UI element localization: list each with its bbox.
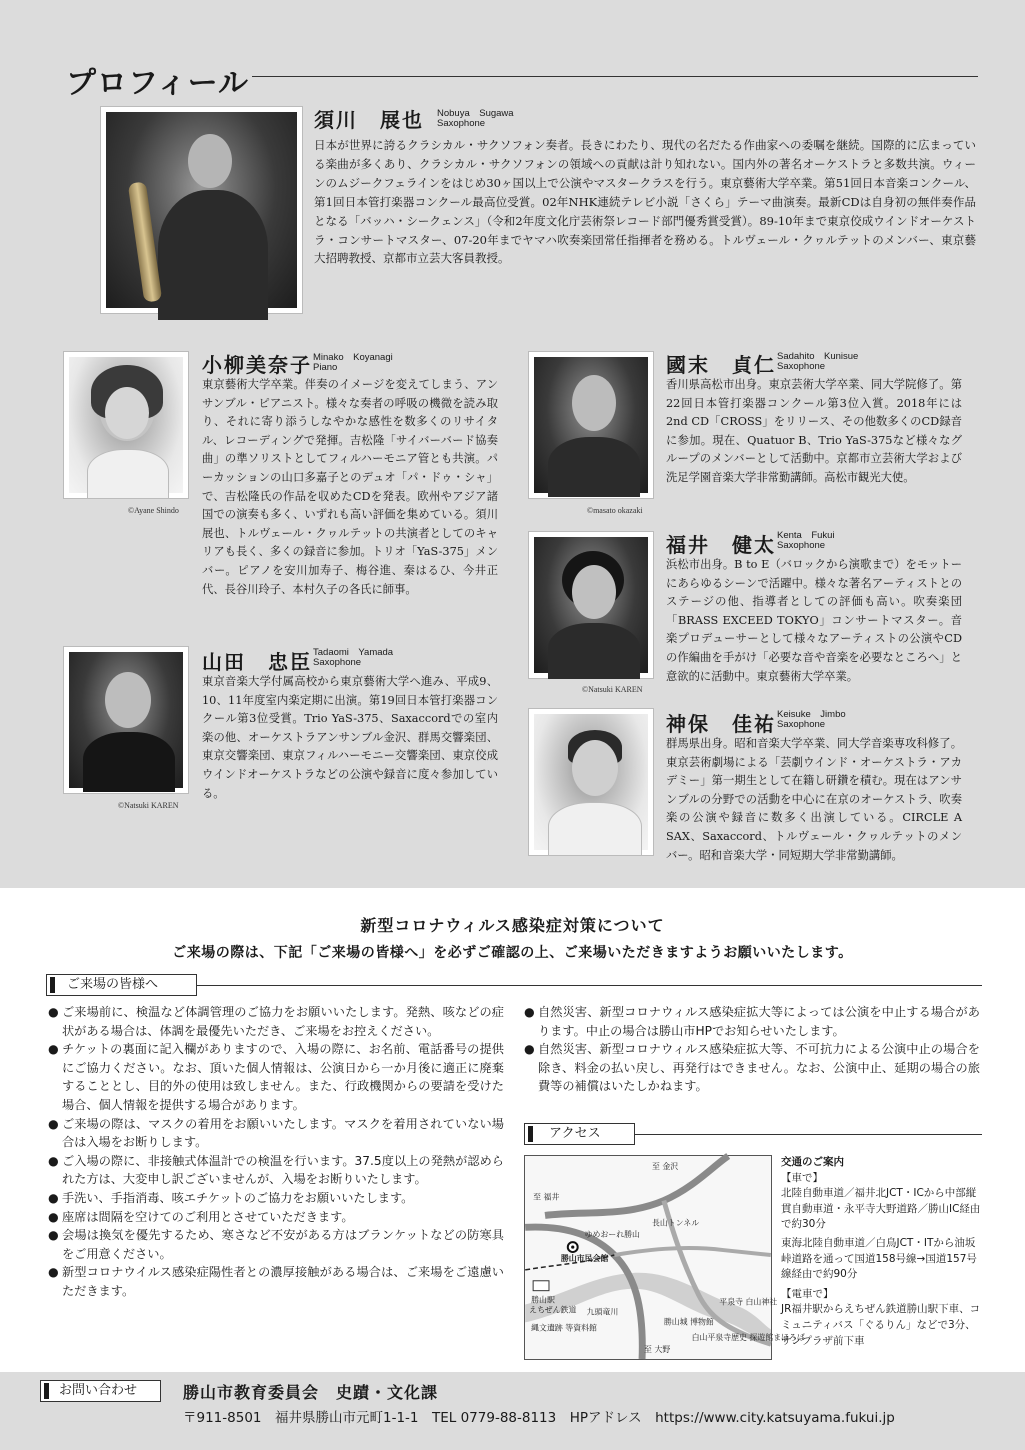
- notice-title: 新型コロナウィルス感染症対策について: [360, 916, 665, 935]
- access-label: [524, 1123, 635, 1145]
- photo-credit: ©masato okazaki: [587, 506, 643, 515]
- performer-romaji: [313, 353, 393, 373]
- item-text: チケットの裏面に記入欄がありますので、入場の際に、お名前、電話番号の提供にご協力ください。なお、頂いた個人情報は、公演日から一か月後に適正に廃棄することとし、目的外の使用は致しません。また、行政機関からの要請を受けた場合、個人情報を提供する場合があります。: [62, 1042, 504, 1112]
- bullet-icon: ●: [48, 1190, 59, 1205]
- heading-rule: [252, 76, 978, 77]
- notice-list-left: [48, 1003, 504, 1301]
- train-heading: 【電車で】: [781, 1287, 834, 1300]
- map-label: 長山トンネル: [651, 1218, 700, 1228]
- performer-romaji: [777, 352, 858, 372]
- performer-bio: 東京音楽大学付属高校から東京藝術大学へ進み、平成9、10、11年度室内楽定期に出演。第19回日本管打楽器コンクール第3位受賞。Trio YaS-375、Saxaccordでの室内楽の他、オーケストラアンサンブル金沢、群馬交響楽団、東京交響楽団、東京フィルハーモニー交響楽団、東京佼成ウインドオーケストラなどの公演や録音に度々参加している。: [202, 675, 498, 800]
- label-bar: [528, 1126, 533, 1142]
- list-item: [48, 1208, 504, 1227]
- list-item: [48, 1152, 504, 1189]
- contact-address: 〒911-8501 福井県勝山市元町1-1-1 TEL 0779-88-8113 HPアドレス https://www.city.katsuyama.fukui.jp: [183, 1410, 895, 1426]
- kunisue-photo: [528, 351, 654, 499]
- visitors-label: [46, 974, 197, 996]
- bullet-icon: ●: [48, 1265, 59, 1280]
- profile-heading: プロフィール: [66, 66, 249, 101]
- romaji-text: Kenta Fukui: [777, 530, 835, 541]
- car-heading: 【車で】: [781, 1171, 823, 1184]
- performer-name: 國末 貞仁: [666, 353, 776, 377]
- item-text: ご入場の際に、非接触式体温計での検温を行います。37.5度以上の発熱が認められた方は、大変申し訳ございませんが、入場をお断りいたします。: [62, 1153, 504, 1187]
- map-label: ゆめおーれ勝山: [584, 1230, 640, 1240]
- koyanagi-photo: [63, 351, 189, 499]
- map-label: 勝山駅: [531, 1295, 555, 1305]
- item-text: ご来場前に、検温など体調管理のご協力をお願いいたします。発熱、咳などの症状がある場合は、体調を最優先いただき、ご来場をお控えください。: [62, 1005, 504, 1038]
- instrument-text: Saxophone: [777, 540, 826, 551]
- fukui-photo: [528, 531, 654, 679]
- organization-name: 勝山市教育委員会 史蹟・文化課: [183, 1383, 439, 1402]
- train-route: JR福井駅からえちぜん鉄道勝山駅下車、コミュニティバス「ぐるりん」などで3分、サンプラザ前下車: [781, 1303, 981, 1347]
- list-item: [524, 1040, 980, 1096]
- map-label: 勝山市民会館: [560, 1253, 609, 1263]
- map-label: 至 大野: [644, 1345, 671, 1355]
- map-label: 至 福井: [533, 1192, 560, 1202]
- romaji-text: Minako Koyanagi: [313, 352, 393, 363]
- notice-subtitle: ご来場の際は、下記「ご来場の皆様へ」を必ずご確認の上、ご来場いただきますようお願いいたします。: [172, 945, 853, 961]
- item-text: ご来場の際は、マスクの着用をお願いいたします。マスクを着用されていない場合は入場をお断りします。: [62, 1116, 504, 1150]
- instrument-text: Saxophone: [777, 719, 826, 730]
- instrument-text: Saxophone: [777, 361, 826, 372]
- performer-name: 須川 展也: [314, 108, 424, 132]
- list-item: [524, 1003, 980, 1040]
- performer-bio: 群馬県出身。昭和音楽大学卒業、同大学音楽専攻科修了。東京芸術劇場による「芸劇ウインド・オーケストラ・アカデミー」第一期生として在籍し研鑽を積む。現在はアンサンブルの分野での活動を中心に在京のオーケストラ、吹奏楽の公演や録音に数多く出演している。CIRCLE A SAX、Saxaccord、トルヴェール・クヮルテットのメンバー。昭和音楽大学・同短期大学非常勤講師。: [666, 737, 962, 862]
- bullet-icon: ●: [48, 1209, 59, 1224]
- bullet-icon: ●: [48, 1228, 59, 1243]
- bullet-icon: ●: [48, 1153, 59, 1168]
- photo-credit: ©Ayane Shindo: [128, 506, 179, 515]
- car-route-1: 北陸自動車道／福井北JCT・ICから中部縦貫自動車道・永平寺大野道路／勝山IC経由で約30分: [781, 1187, 981, 1231]
- list-item: [48, 1040, 504, 1114]
- item-text: 新型コロナウイルス感染症陽性者との濃厚接触がある場合は、ご来場をご遠慮いただきます。: [62, 1265, 504, 1298]
- contact-label-text: お問い合わせ: [59, 1383, 138, 1398]
- bullet-icon: ●: [524, 1042, 535, 1057]
- performer-bio: 浜松市出身。B to E（バロックから演歌まで）をモットーにあらゆるシーンで活躍中。様々な著名アーティストとのステージの他、指導者としての評価も高い。吹奏楽団「BRASS EXCEED TOKYO」コンサートマスター。音楽プロデューサーとして様々なアーティストの公演やCDの作編曲を手がけ「必要な音や音楽を必要なところへ」と意欲的に活動中。東京藝術大学卒業。: [666, 558, 962, 683]
- performer-bio: 香川県高松市出身。東京芸術大学卒業、同大学院修了。第22回日本管打楽器コンクール第3位入賞。2018年には2nd CD「CROSS」をリリース、その他数多くのCD録音に参加。現在、Quatuor B、Trio YaS-375など様々なグループのメンバーとして活動中。京都市立芸術大学および洗足学園音楽大学非常勤講師。高松市観光大使。: [666, 378, 962, 484]
- bullet-icon: ●: [48, 1042, 59, 1057]
- bullet-icon: ●: [48, 1005, 59, 1019]
- access-label-text: アクセス: [549, 1126, 601, 1141]
- visitors-rule: [197, 985, 982, 986]
- map-label: えちぜん鉄道: [529, 1305, 577, 1315]
- access-rule: [635, 1134, 982, 1135]
- item-text: 自然災害、新型コロナウィルス感染症拡大等によっては公演を中止する場合があります。中止の場合は勝山市HPでお知らせいたします。: [538, 1005, 980, 1038]
- sugawa-photo: [100, 106, 303, 314]
- romaji-text: Sadahito Kunisue: [777, 351, 859, 362]
- jimbo-photo: [528, 708, 654, 856]
- performer-name: 神保 佳祐: [666, 712, 776, 736]
- traffic-title: 交通のご案内: [781, 1156, 844, 1168]
- romaji-text: Keisuke Jimbo: [777, 709, 846, 720]
- performer-romaji: [777, 710, 846, 730]
- performer-romaji: [777, 531, 835, 551]
- photo-credit: ©Natsuki KAREN: [118, 801, 179, 810]
- list-item: [48, 1263, 504, 1300]
- instrument-text: Saxophone: [313, 657, 362, 668]
- instrument-text: Saxophone: [437, 118, 486, 129]
- map-label: 平泉寺 白山神社: [719, 1297, 778, 1307]
- item-text: 手洗い、手指消毒、咳エチケットのご協力をお願いいたします。: [62, 1190, 414, 1205]
- label-bar: [44, 1383, 49, 1399]
- traffic-info: [781, 1155, 981, 1349]
- label-bar: [50, 977, 55, 993]
- map-label: 勝山城 博物館: [663, 1317, 714, 1327]
- item-text: 会場は換気を優先するため、寒さなど不安がある方はブランケットなどの防寒具をご用意ください。: [62, 1228, 504, 1261]
- visitors-label-text: ご来場の皆様へ: [67, 977, 159, 992]
- contact-label: [40, 1380, 161, 1402]
- yamada-photo: [63, 646, 189, 794]
- item-text: 座席は間隔を空けてのご利用とさせていただきます。: [62, 1209, 354, 1224]
- map-label: 九頭竜川: [586, 1307, 619, 1317]
- performer-bio: 東京藝術大学卒業。伴奏のイメージを変えてしまう、アンサンブル・ピアニスト。様々な奏者の呼吸の機微を読み取り、それに寄り添うしなやかな感性を数多くのリサイタル、レコーディングで発揮。吉松隆「サイバーバード協奏曲」の準ソリストとしてフィルハーモニア管とも共演。パーカッションの山口多嘉子とのデュオ「パ・ドゥ・シャ」で、吉松隆氏の作品を収めたCDを発表。欧州やアジア諸国での演奏も多く、いずれも高い評価を集めている。須川展也、トルヴェール・クヮルテットの共演者としてのキャリアも長く、多くの録音に参加。トリオ「YaS-375」メンバー。ピアノを安川加寿子、梅谷進、秦はるひ、今井正代、長谷川玲子、本村久子の各氏に師事。: [202, 378, 498, 596]
- photo-credit: ©Natsuki KAREN: [582, 685, 643, 694]
- performer-name: 小柳美奈子: [202, 353, 312, 377]
- romaji-text: Tadaomi Yamada: [313, 647, 394, 658]
- map-label: 白山平泉寺歴史 探遊館まほろば: [691, 1333, 805, 1343]
- romaji-text: Nobuya Sugawa: [437, 108, 514, 119]
- performer-romaji: [437, 109, 514, 129]
- map-label: 縄文遺跡 等資料館: [531, 1323, 597, 1333]
- bullet-icon: ●: [48, 1116, 59, 1131]
- performer-name: 山田 忠臣: [202, 650, 312, 674]
- performer-romaji: [313, 648, 393, 668]
- item-text: 自然災害、新型コロナウィルス感染症拡大等、不可抗力による公演中止の場合を除き、料金の払い戻し、再発行はできません。なお、公演中止、延期の場合の旅費等の補償はいたしかねます。: [538, 1042, 980, 1094]
- car-route-2: 東海北陸自動車道／白鳥JCT・ITから油坂峠道路を通って国道158号線→国道157号線経由で約90分: [781, 1236, 977, 1281]
- list-item: [48, 1003, 504, 1040]
- performer-name: 福井 健太: [666, 533, 776, 557]
- bullet-icon: ●: [524, 1005, 535, 1019]
- performer-bio: 日本が世界に誇るクラシカル・サクソフォン奏者。長きにわたり、現代の名だたる作曲家への委嘱を継続。国際的に広まっている楽曲が多くあり、クラシカル・サクソフォンの領域への貢献は計り知れない。国内外の著名オーケストラと多数共演。ウィーンのムジークフェラインをはじめ30ヶ国以上で公演やマスタークラスを行う。東京藝術大学卒業。第51回日本音楽コンクール、第1回日本管打楽器コンクール最高位受賞。02年NHK連続テレビ小説「さくら」テーマ曲演奏。最新CDは自身初の無伴奏作品となる「バッハ・シークェンス」（令和2年度文化庁芸術祭レコード部門優秀賞受賞）。89-10年まで東京佼成ウインドオーケストラ・コンサートマスター、07-20年までヤマハ吹奏楽団常任指揮者を務める。トルヴェール・クヮルテットのメンバー、東京藝大招聘教授、京都市立芸大客員教授。: [314, 138, 976, 266]
- map-label: 至 金沢: [651, 1161, 679, 1171]
- list-item: [48, 1189, 504, 1208]
- list-item: [48, 1115, 504, 1152]
- instrument-text: Piano: [313, 362, 338, 373]
- notice-list-right: [524, 1003, 980, 1096]
- list-item: [48, 1226, 504, 1263]
